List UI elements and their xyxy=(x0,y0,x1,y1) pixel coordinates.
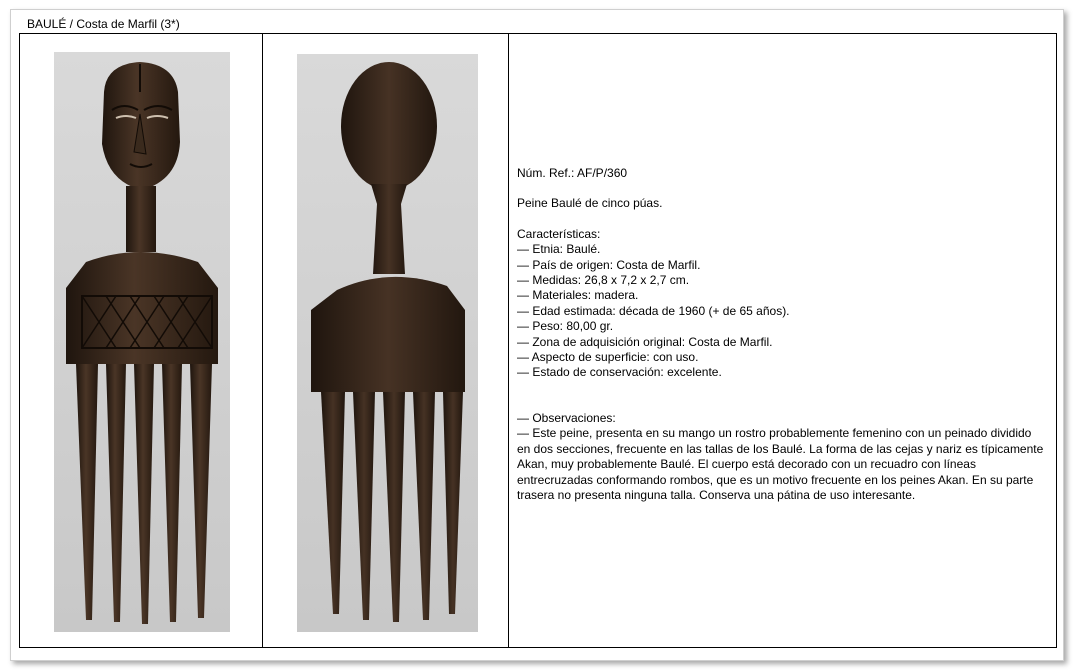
back-photo-cell xyxy=(263,34,509,647)
feature-item: — Zona de adquisición original: Costa de Marfil. xyxy=(517,334,773,349)
comb-back-photo xyxy=(297,54,478,632)
feature-item: — Materiales: madera. xyxy=(517,288,639,303)
feature-item: — Edad estimada: década de 1960 (+ de 65 años). xyxy=(517,303,790,318)
feature-item: — Etnia: Baulé. xyxy=(517,242,601,257)
item-title: Peine Baulé de cinco púas. xyxy=(517,196,663,211)
description-cell xyxy=(509,34,1056,647)
catalog-table xyxy=(19,33,1057,648)
comb-front-photo xyxy=(54,52,230,632)
features-heading: Características: xyxy=(517,226,601,241)
reference-number: Núm. Ref.: AF/P/360 xyxy=(517,166,628,180)
observations-text: — Este peine, presenta en su mango un rostro probablemente femenino con un peinado dividido en dos secciones, frecuente en las tallas de los Baulé. La forma de las cejas y nariz es típicamente Akan, muy probablemente Baulé. El cuerpo está decorado con un recuadro con líneas entrecruzadas conformando rombos, que es un motivo frecuente en los peines Akan. En su parte trasera no presenta ninguna talla. Conserva una pátina de uso interesante. xyxy=(517,426,1044,502)
feature-item: — Estado de conservación: excelente. xyxy=(517,365,722,380)
description-text xyxy=(517,166,1047,503)
document-page xyxy=(10,9,1064,661)
feature-item: — País de origen: Costa de Marfil. xyxy=(517,257,701,272)
observations-heading: — Observaciones: xyxy=(517,410,616,425)
feature-item: — Peso: 80,00 gr. xyxy=(517,319,614,334)
front-photo-cell xyxy=(20,34,263,647)
document-heading: BAULÉ / Costa de Marfil (3*) xyxy=(27,17,180,31)
feature-item: — Aspecto de superficie: con uso. xyxy=(517,350,699,365)
feature-item: — Medidas: 26,8 x 7,2 x 2,7 cm. xyxy=(517,273,690,288)
